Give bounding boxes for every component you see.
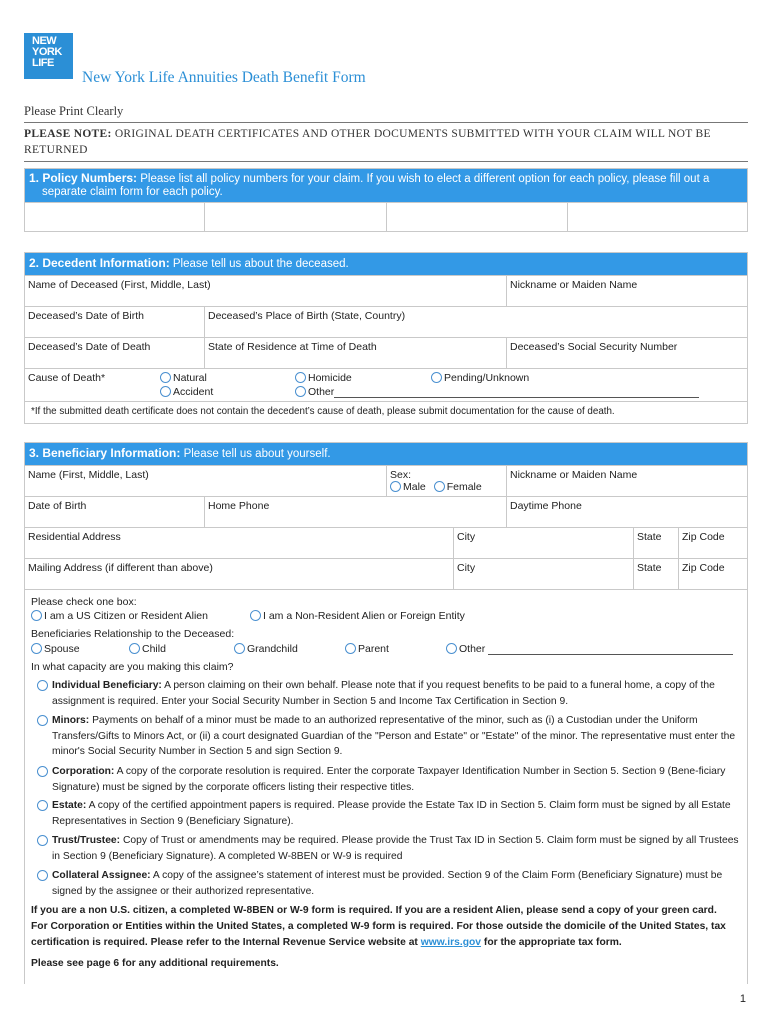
capacity-text: A copy of the corporate resolution is required. Enter the corporate Taxpayer Identification Number in Section 5. Section 9 (Bene-ficiary Signature) must be signed by the corporate officers listing their respective titles. [52, 766, 726, 793]
radio-icon[interactable] [234, 643, 245, 654]
check-one-label: Please check one box: [31, 596, 137, 608]
policy-number-field-1[interactable] [25, 203, 204, 232]
nonresident-option[interactable] [250, 610, 465, 622]
rel-other-option[interactable] [446, 643, 733, 655]
home-phone-field[interactable] [204, 497, 506, 527]
mailing-address-label: Mailing Address (if different than above) [28, 562, 213, 574]
radio-icon[interactable] [160, 386, 171, 397]
option-label: Female [446, 481, 482, 493]
decedent-row-2 [25, 306, 747, 337]
option-label: I am a US Citizen or Resident Alien [44, 610, 208, 622]
capacity-estate[interactable] [37, 798, 743, 829]
deceased-name-field[interactable] [25, 276, 506, 306]
deceased-ssn-field[interactable] [506, 338, 747, 368]
radio-icon[interactable] [390, 481, 401, 492]
radio-icon[interactable] [295, 372, 306, 383]
beneficiary-row-4 [25, 558, 747, 589]
capacity-collateral-assignee[interactable] [37, 868, 743, 899]
option-label: Pending/Unknown [444, 372, 530, 384]
radio-icon[interactable] [31, 643, 42, 654]
other-relationship-line[interactable] [488, 645, 733, 655]
deceased-residence-label: State of Residence at Time of Death [208, 341, 377, 353]
please-note [24, 126, 748, 158]
deceased-dob-label: Deceased’s Date of Birth [28, 310, 144, 322]
radio-icon[interactable] [446, 643, 457, 654]
option-label: Male [403, 481, 426, 493]
capacity-text: Copy of Trust or amendments may be required. Please provide the Trust Tax ID in Section 5. Claim form must be signed by all Trustees in Section 9 (Beneficiary Signature). A completed W-8BEN or W-9 is required [52, 835, 739, 862]
logo-line-2: YORK [32, 46, 62, 58]
residential-address-label: Residential Address [28, 531, 121, 543]
radio-icon[interactable] [37, 870, 48, 881]
capacity-title: Collateral Assignee: [52, 870, 151, 881]
note-text: ORIGINAL DEATH CERTIFICATES AND OTHER DOCUMENTS SUBMITTED WITH YOUR CLAIM WILL NOT BE RETURNED [24, 128, 711, 156]
deceased-nickname-label: Nickname or Maiden Name [510, 279, 638, 291]
capacity-question: In what capacity are you making this claim? [31, 661, 234, 673]
cause-footnote: *If the submitted death certificate does not contain the decedent’s cause of death, please submit documentation for the cause of death. [25, 401, 747, 423]
section-policy-numbers [24, 168, 748, 232]
cause-of-death-row [25, 368, 747, 401]
tax-note-2 [31, 919, 743, 950]
capacity-individual[interactable] [37, 678, 743, 709]
section-1-text: Please list all policy numbers for your claim. If you wish to elect a different option for each policy, please fill out a [140, 173, 710, 185]
cause-natural-option[interactable] [160, 372, 207, 384]
divider [24, 122, 748, 123]
capacity-title: Corporation: [52, 766, 115, 777]
radio-icon[interactable] [434, 481, 445, 492]
tax-note-1: If you are a non U.S. citizen, a completed W-8BEN or W-9 form is required. If you are a resident Alien, please send a copy of your green card. [31, 905, 717, 916]
section-3-header [25, 443, 747, 465]
beneficiary-dob-field[interactable] [25, 497, 204, 527]
beneficiary-nickname-field[interactable] [506, 466, 747, 496]
capacity-trust[interactable] [37, 833, 743, 864]
mailing-city-field[interactable] [453, 559, 633, 589]
option-label: I am a Non-Resident Alien or Foreign Entity [263, 610, 465, 622]
radio-icon[interactable] [431, 372, 442, 383]
sex-female-option[interactable] [434, 481, 482, 493]
sex-field [386, 466, 506, 496]
section-1-text-2: separate claim form for each policy. [42, 186, 223, 198]
beneficiary-name-field[interactable] [25, 466, 386, 496]
policy-number-field-4[interactable] [567, 203, 747, 232]
residential-address-field[interactable] [25, 528, 453, 558]
daytime-phone-label: Daytime Phone [510, 500, 582, 512]
beneficiary-dob-label: Date of Birth [28, 500, 87, 512]
sex-label: Sex: [390, 469, 412, 481]
city-label: City [457, 531, 476, 543]
section-2-header [25, 253, 747, 275]
zip-label: Zip Code [682, 562, 725, 574]
option-label: Child [142, 643, 166, 655]
divider [24, 161, 748, 162]
radio-icon[interactable] [37, 835, 48, 846]
section-2-title: 2. Decedent Information: [29, 256, 170, 270]
capacity-text: A person claiming on their own behalf. Please note that if you request benefits to be paid to a funeral home, a copy of the assignment is required. Enter your Social Security Number in Section 5 and Income Tax Certification in Section 9. [52, 680, 715, 707]
deceased-residence-field[interactable] [204, 338, 506, 368]
section-3-subtitle: Please tell us about yourself. [183, 448, 331, 460]
note-label: PLEASE NOTE: [24, 128, 112, 140]
section-3-title: 3. Beneficiary Information: [29, 446, 181, 460]
other-cause-line[interactable] [334, 388, 699, 398]
sex-male-option[interactable] [390, 481, 426, 493]
capacity-text: A copy of the certified appointment papers is required. Please provide the Estate Tax ID in Section 5. Claim form must be signed by all Estate Representatives in Section 9 (Beneficiary Signature). [52, 800, 731, 827]
policy-number-field-3[interactable] [386, 203, 567, 232]
residential-zip-field[interactable] [678, 528, 747, 558]
deceased-ssn-label: Deceased’s Social Security Number [510, 341, 678, 353]
section-2-subtitle: Please tell us about the deceased. [172, 258, 349, 270]
radio-icon[interactable] [31, 610, 42, 621]
cause-homicide-option[interactable] [295, 372, 352, 384]
rel-grandchild-option[interactable] [234, 643, 298, 655]
section-1-title: 1. Policy Numbers: [29, 171, 138, 185]
capacity-text: A copy of the assignee’s statement of interest must be provided. Section 9 of the Claim Form (Beneficiary Signature) must be signed by the assignee or their authorized representative. [52, 870, 723, 897]
capacity-title: Trust/Trustee: [52, 835, 121, 846]
city-label: City [457, 562, 476, 574]
capacity-corporation[interactable] [37, 764, 743, 795]
print-clearly: Please Print Clearly [24, 104, 124, 118]
deceased-dob-field[interactable] [25, 307, 204, 337]
citizen-option[interactable] [31, 610, 208, 622]
cause-other-option[interactable] [295, 386, 699, 398]
logo-line-3: LIFE [32, 57, 54, 69]
state-label: State [637, 562, 662, 574]
rel-parent-option[interactable] [345, 643, 389, 655]
cause-pending-option[interactable] [431, 372, 529, 384]
radio-icon[interactable] [129, 643, 140, 654]
tax-note-3-text: for the appropriate tax form. [483, 936, 622, 948]
deceased-dod-label: Deceased’s Date of Death [28, 341, 151, 353]
page-number: 1 [739, 993, 746, 1005]
form-title: New York Life Annuities Death Benefit Form [82, 69, 366, 86]
cause-of-death-label: Cause of Death* [28, 372, 106, 384]
zip-label: Zip Code [682, 531, 725, 543]
tax-note-2-text: For Corporation or Entities within the United States, a completed W-9 form is required. For those outside the domicile of the United States, tax certification is required. Please refer to the Internal Revenue Service website at [31, 921, 726, 948]
relationship-label: Beneficiaries Relationship to the Deceased: [31, 628, 235, 640]
beneficiary-name-label: Name (First, Middle, Last) [28, 469, 149, 481]
irs-link[interactable]: www.irs.gov [420, 936, 482, 948]
new-york-life-logo [24, 33, 73, 79]
radio-icon[interactable] [37, 800, 48, 811]
home-phone-label: Home Phone [208, 500, 270, 512]
radio-icon[interactable] [295, 386, 306, 397]
beneficiary-details [25, 589, 747, 981]
state-label: State [637, 531, 662, 543]
rel-child-option[interactable] [129, 643, 166, 655]
see-page-note: Please see page 6 for any additional requirements. [31, 958, 279, 969]
section-decedent-information [24, 252, 748, 424]
policy-number-field-2[interactable] [204, 203, 386, 232]
beneficiary-row-2 [25, 496, 747, 527]
deceased-nickname-field[interactable] [506, 276, 747, 306]
cause-accident-option[interactable] [160, 386, 213, 398]
mailing-zip-field[interactable] [678, 559, 747, 589]
radio-icon[interactable] [160, 372, 171, 383]
radio-icon[interactable] [345, 643, 356, 654]
option-label: Grandchild [247, 643, 298, 655]
radio-icon[interactable] [37, 715, 48, 726]
capacity-title: Minors: [52, 715, 90, 726]
capacity-minors[interactable] [37, 713, 743, 760]
decedent-row-3 [25, 337, 747, 368]
logo-line-1: NEW [32, 35, 57, 47]
beneficiary-row-3 [25, 527, 747, 558]
radio-icon[interactable] [250, 610, 261, 621]
daytime-phone-field[interactable] [506, 497, 747, 527]
residential-state-field[interactable] [633, 528, 678, 558]
rel-spouse-option[interactable] [31, 643, 80, 655]
option-label: Other [459, 643, 486, 655]
capacity-text: Payments on behalf of a minor must be made to an authorized representative of the minor, such as (i) a Custodian under the Uniform Transfers/Gifts to Minors Act, or (ii) a court designated Guardian of the "Person and Estate" or "Estate" of the minor. The representative must enter the minor's Social Security Number in Section 5 and sign Section 9. [52, 715, 736, 757]
option-label: Other [308, 386, 335, 398]
policy-number-row [25, 202, 747, 232]
option-label: Homicide [308, 372, 352, 384]
deceased-dod-field[interactable] [25, 338, 204, 368]
capacity-title: Estate: [52, 800, 87, 811]
beneficiary-row-1 [25, 465, 747, 496]
decedent-row-1 [25, 275, 747, 306]
mailing-address-field[interactable] [25, 559, 453, 589]
mailing-state-field[interactable] [633, 559, 678, 589]
option-label: Accident [173, 386, 214, 398]
deceased-name-label: Name of Deceased (First, Middle, Last) [28, 279, 211, 291]
option-label: Parent [358, 643, 389, 655]
capacity-title: Individual Beneficiary: [52, 680, 162, 691]
option-label: Spouse [44, 643, 80, 655]
radio-icon[interactable] [37, 680, 48, 691]
residential-city-field[interactable] [453, 528, 633, 558]
radio-icon[interactable] [37, 766, 48, 777]
deceased-pob-label: Deceased’s Place of Birth (State, Country) [208, 310, 406, 322]
beneficiary-nickname-label: Nickname or Maiden Name [510, 469, 638, 481]
option-label: Natural [173, 372, 207, 384]
section-1-header [25, 169, 747, 202]
section-beneficiary-information [24, 442, 748, 984]
deceased-pob-field[interactable] [204, 307, 747, 337]
